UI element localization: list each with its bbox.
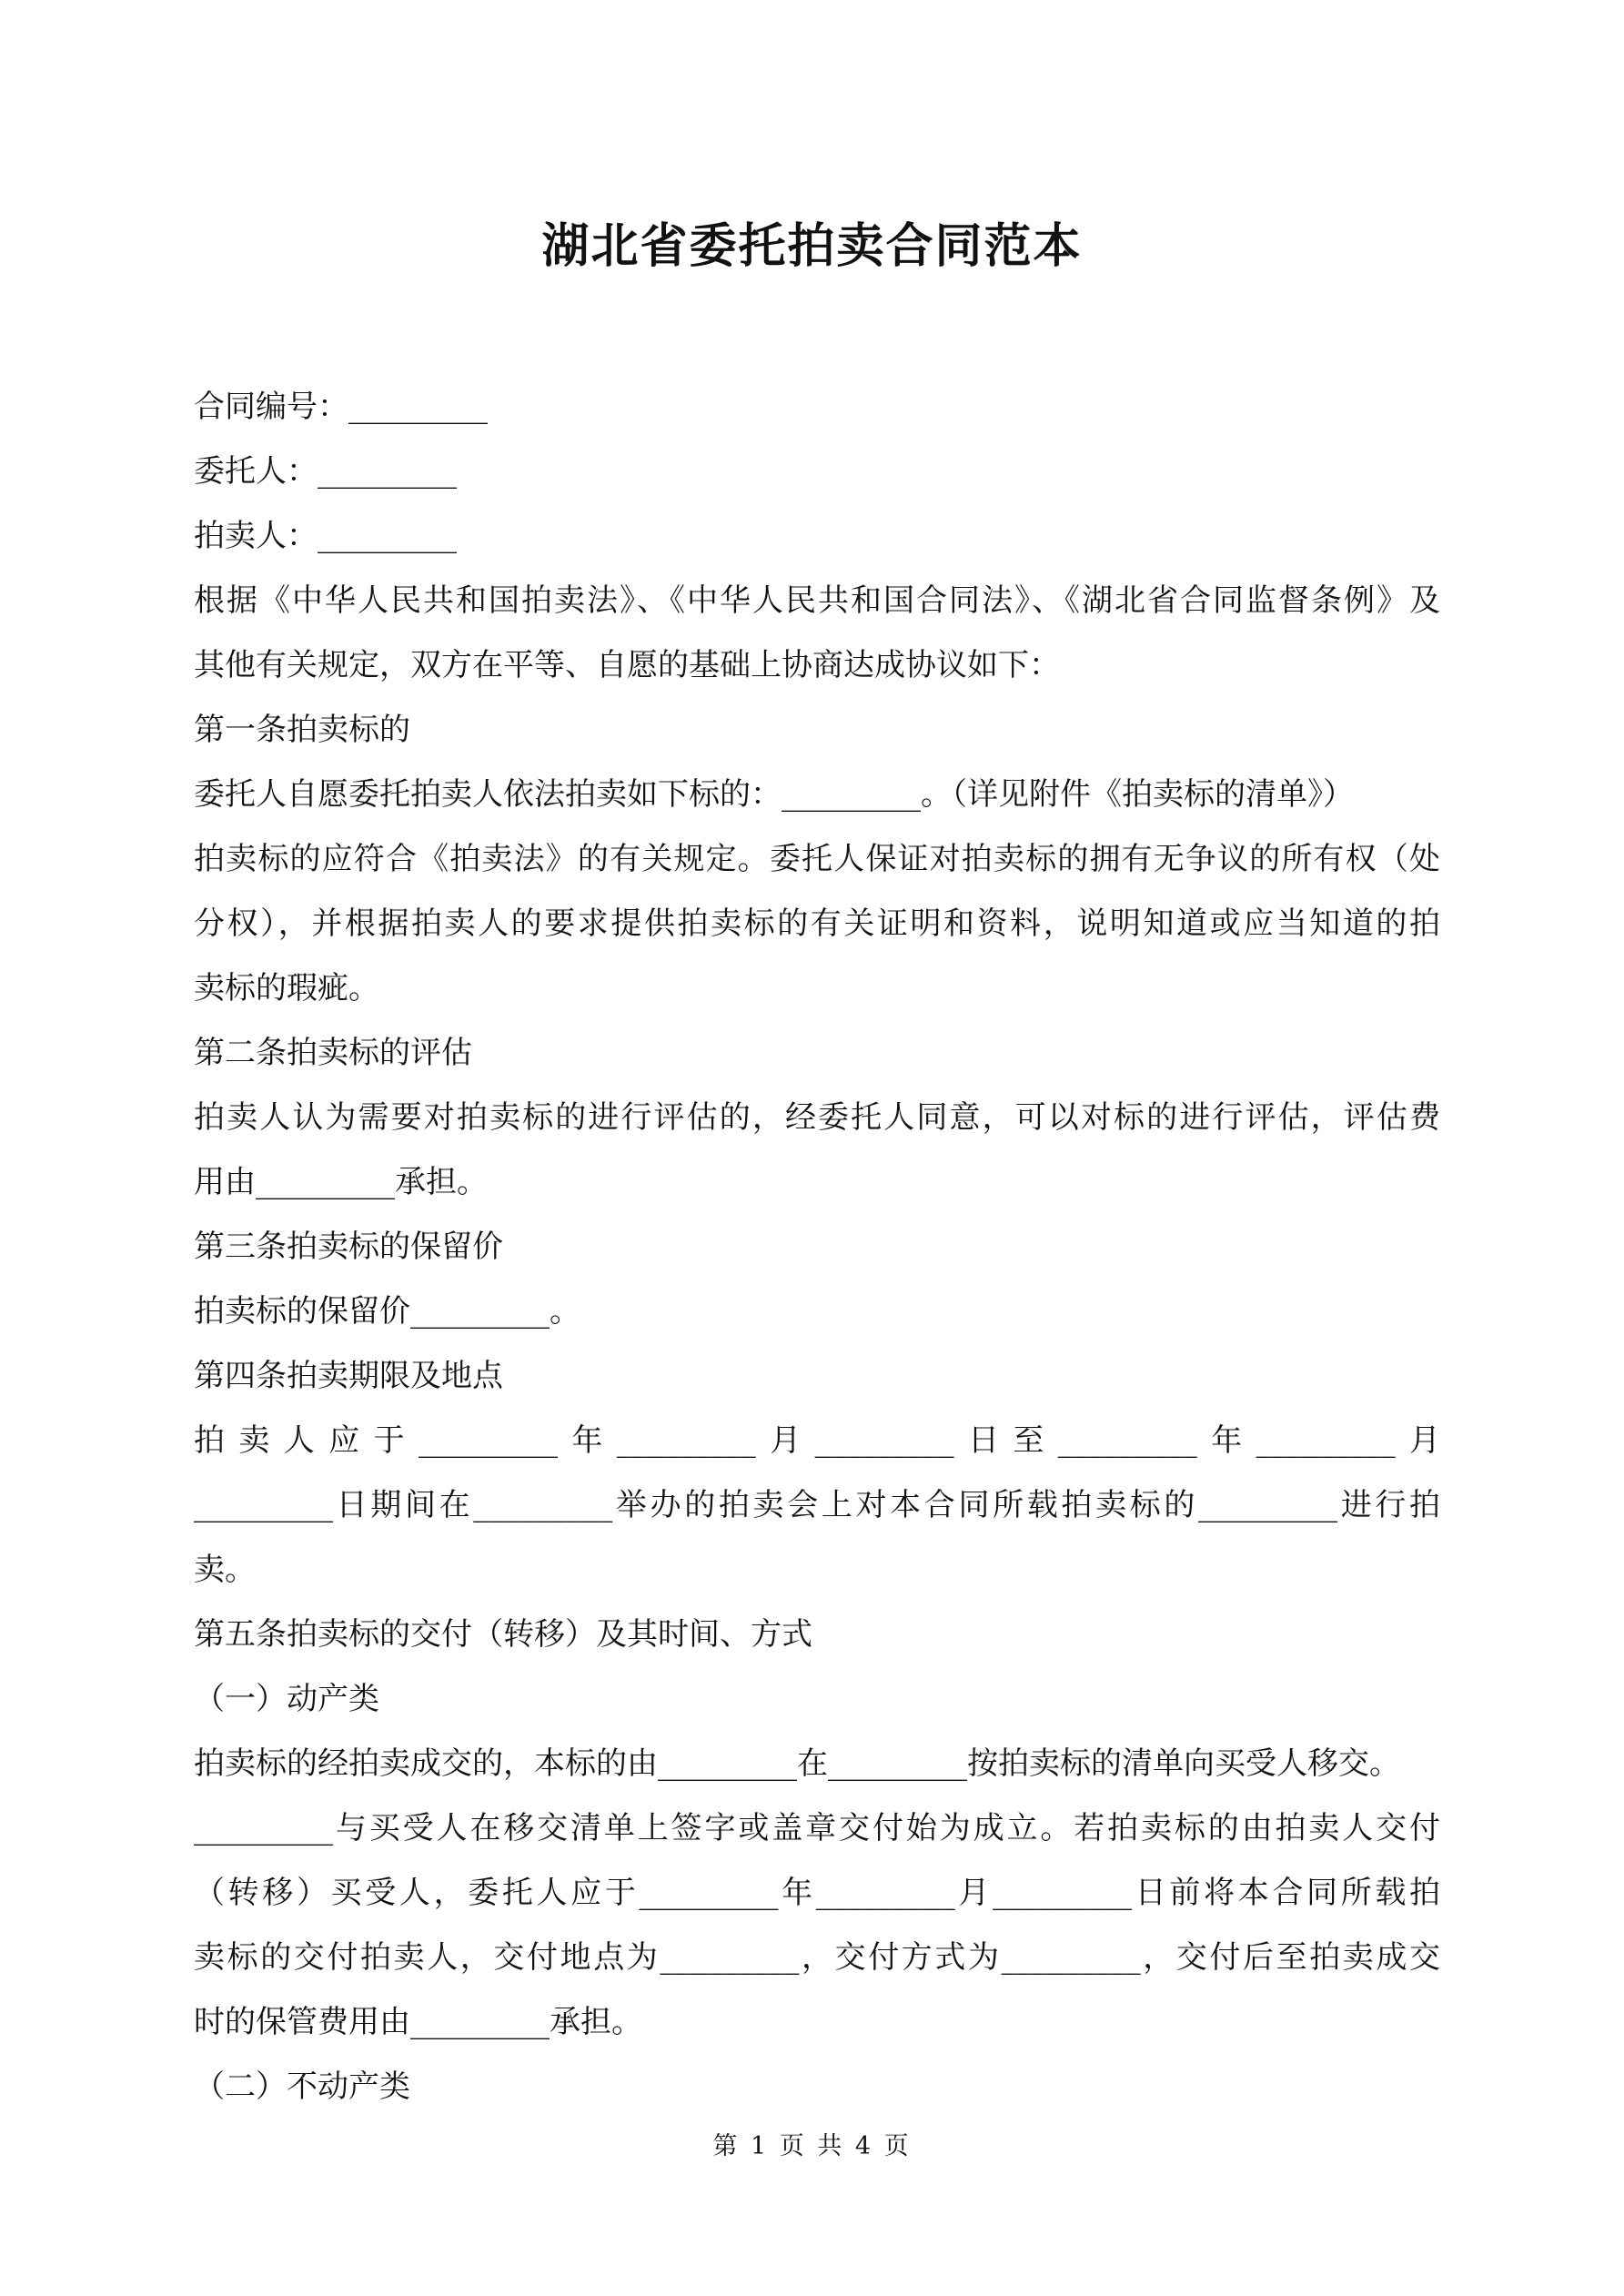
article-heading: 第三条拍卖标的保留价: [194, 1229, 503, 1265]
paragraph-line: （转移）买受人，委托人应于_________年_________月_________日前将本合同所载拍: [194, 1875, 1440, 1911]
paragraph-line: 分权），并根据拍卖人的要求提供拍卖标的有关证明和资料，说明知道或应当知道的拍: [194, 905, 1440, 942]
paragraph-line: 卖标的瑕疵。: [194, 970, 379, 1006]
page-footer: 第 1 页 共 4 页: [712, 2132, 912, 2160]
paragraph-line: _________与买受人在移交清单上签字或盖章交付始为成立。若拍卖标的由拍卖人交付: [194, 1810, 1440, 1846]
auctioneer-line: 拍卖人：_________: [194, 518, 457, 554]
article-heading: 第二条拍卖标的评估: [194, 1035, 472, 1071]
paragraph-line: 用由_________承担。: [194, 1164, 488, 1200]
paragraph-line: 时的保管费用由_________承担。: [194, 2004, 642, 2040]
section-heading: （二）不动产类: [194, 2068, 410, 2105]
paragraph-line: 卖。: [194, 1552, 256, 1588]
section-heading: （一）动产类: [194, 1681, 379, 1717]
paragraph-line: 卖标的交付拍卖人，交付地点为_________，交付方式为_________，交付后至拍卖成交: [194, 1939, 1440, 1976]
paragraph-line: 拍卖标的应符合《拍卖法》的有关规定。委托人保证对拍卖标的拥有无争议的所有权（处: [194, 841, 1440, 877]
paragraph-line: 拍卖人认为需要对拍卖标的进行评估的，经委托人同意，可以对标的进行评估，评估费: [194, 1099, 1440, 1136]
document-body: [194, 375, 1440, 2119]
document-title: 湖北省委托拍卖合同范本: [541, 219, 1083, 274]
paragraph-line: 拍卖标的保留价_________。: [194, 1293, 580, 1330]
paragraph-line: 拍卖人应于_________年_________月_________日至_________年_________月: [194, 1422, 1440, 1459]
article-heading: 第一条拍卖标的: [194, 712, 410, 748]
paragraph-line: _________日期间在_________举办的拍卖会上对本合同所载拍卖标的_________进行拍: [194, 1487, 1440, 1523]
article-heading: 第五条拍卖标的交付（转移）及其时间、方式: [194, 1616, 812, 1653]
paragraph-line: 其他有关规定，双方在平等、自愿的基础上协商达成协议如下：: [194, 647, 1060, 683]
principal-line: 委托人：_________: [194, 453, 457, 490]
paragraph-line: 拍卖标的经拍卖成交的，本标的由_________在_________按拍卖标的清单向买受人移交。: [194, 1745, 1400, 1782]
contract-number-line: 合同编号：_________: [194, 389, 488, 425]
article-heading: 第四条拍卖期限及地点: [194, 1358, 503, 1394]
paragraph-line: 委托人自愿委托拍卖人依法拍卖如下标的：_________。（详见附件《拍卖标的清单》）: [194, 776, 1354, 813]
paragraph-line: 根据《中华人民共和国拍卖法》、《中华人民共和国合同法》、《湖北省合同监督条例》及: [194, 582, 1440, 619]
